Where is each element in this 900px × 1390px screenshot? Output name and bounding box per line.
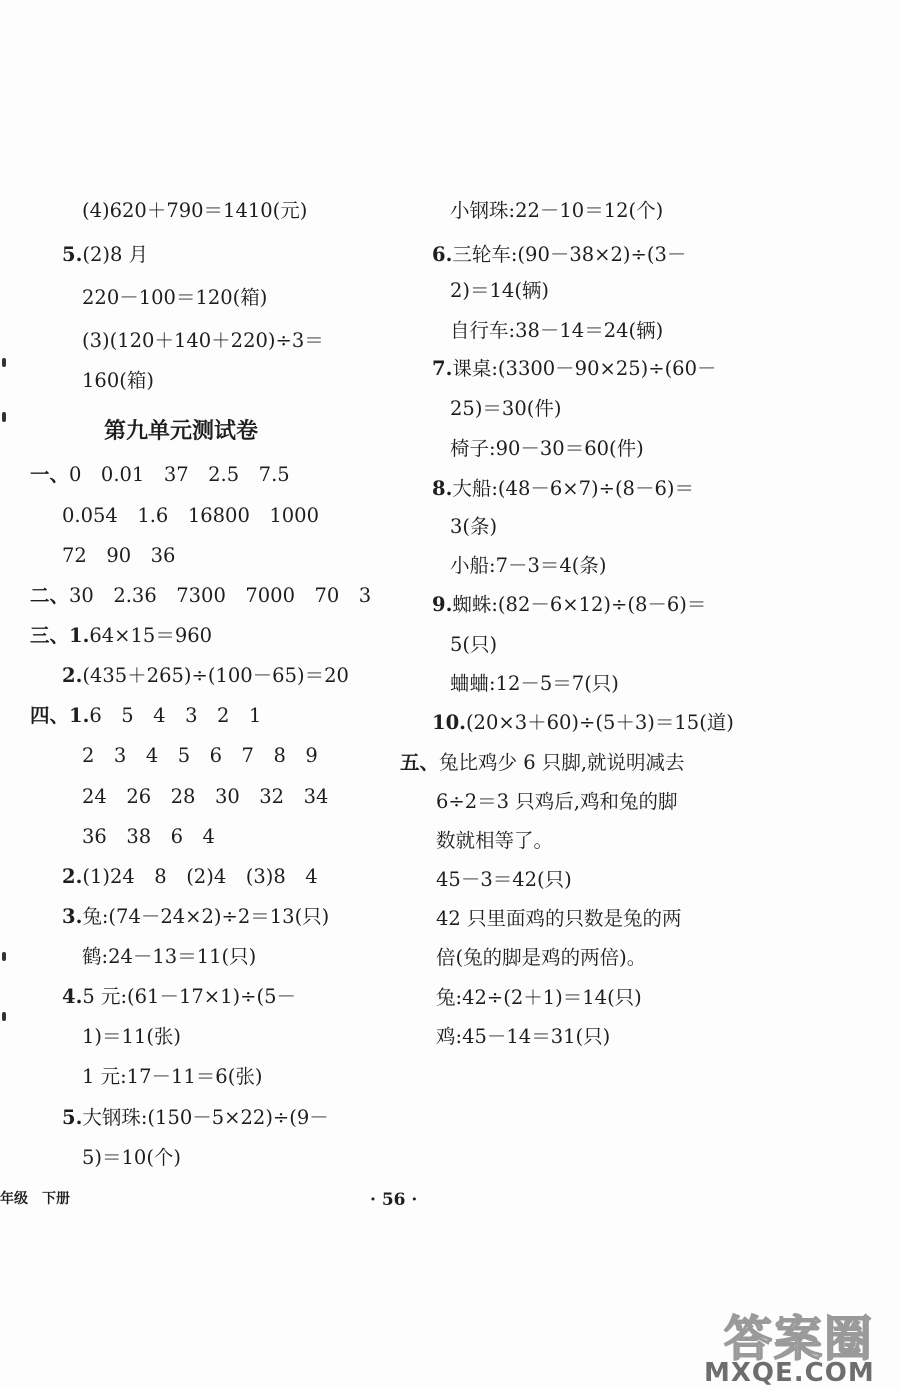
watermark-logo [682, 1300, 896, 1388]
left-line-2: 5.(2)8 月 [62, 243, 149, 266]
margin-speck [2, 412, 6, 422]
left-line-21: 1)＝11(张) [82, 1025, 182, 1048]
left-line-20: 4.5 元:(61－17×1)÷(5－ [62, 985, 296, 1008]
grade-label: 年级 下册 [0, 1191, 70, 1207]
left-line-8: 0.054 1.6 16800 1000 [62, 504, 319, 527]
left-line-12: 2.(435＋265)÷(100－65)＝20 [62, 664, 349, 687]
right-line-22: 鸡:45－14＝31(只) [436, 1025, 611, 1048]
right-line-13: 蛐蛐:12－5＝7(只) [450, 672, 619, 695]
right-line-3: 2)＝14(辆) [450, 279, 550, 302]
margin-speck [2, 1012, 6, 1021]
left-line-4: (3)(120＋140＋220)÷3＝ [82, 329, 324, 352]
right-line-4: 自行车:38－14＝24(辆) [450, 319, 664, 342]
right-line-5: 7.课桌:(3300－90×25)÷(60－ [432, 357, 717, 380]
right-line-15: 五、兔比鸡少 6 只脚,就说明减去 [400, 751, 685, 774]
left-line-18: 3.兔:(74－24×2)÷2＝13(只) [62, 905, 330, 928]
right-line-19: 42 只里面鸡的只数是兔的两 [436, 907, 682, 930]
right-line-1: 小钢珠:22－10＝12(个) [450, 199, 664, 222]
right-line-21: 兔:42÷(2＋1)＝14(只) [436, 986, 642, 1009]
page-number: · 56 · [370, 1190, 418, 1210]
section-heading: 第九单元测试卷 [104, 418, 259, 444]
watermark-url: MXQE.COM [704, 1358, 875, 1388]
right-line-14: 10.(20×3＋60)÷(5＋3)＝15(道) [432, 711, 734, 734]
margin-speck [2, 358, 6, 367]
right-line-17: 数就相等了。 [436, 829, 554, 852]
left-line-11: 三、1.64×15＝960 [30, 624, 213, 647]
right-line-10: 小船:7－3＝4(条) [450, 554, 607, 577]
right-line-20: 倍(兔的脚是鸡的两倍)。 [436, 946, 647, 969]
left-line-9: 72 90 36 [62, 544, 176, 567]
margin-speck [2, 952, 6, 961]
right-line-7: 椅子:90－30＝60(件) [450, 437, 644, 460]
left-line-7: 一、0 0.01 37 2.5 7.5 [30, 463, 290, 486]
left-line-3: 220－100＝120(箱) [82, 286, 268, 309]
left-line-16: 36 38 6 4 [82, 825, 215, 848]
right-line-18: 45－3＝42(只) [436, 868, 572, 891]
left-line-1: (4)620＋790＝1410(元) [82, 199, 308, 222]
right-line-16: 6÷2＝3 只鸡后,鸡和兔的脚 [436, 790, 678, 813]
right-line-12: 5(只) [450, 633, 498, 656]
left-line-22: 1 元:17－11＝6(张) [82, 1065, 263, 1088]
right-line-8: 8.大船:(48－6×7)÷(8－6)＝ [432, 477, 694, 500]
left-line-14: 2 3 4 5 6 7 8 9 [82, 744, 318, 767]
right-line-6: 25)＝30(件) [450, 397, 562, 420]
right-line-11: 9.蜘蛛:(82－6×12)÷(8－6)＝ [432, 593, 707, 616]
left-line-13: 四、1.6 5 4 3 2 1 [30, 704, 262, 727]
left-line-23: 5.大钢珠:(150－5×22)÷(9－ [62, 1106, 329, 1129]
left-line-15: 24 26 28 30 32 34 [82, 785, 329, 808]
right-line-9: 3(条) [450, 515, 498, 538]
left-line-24: 5)＝10(个) [82, 1146, 182, 1169]
left-line-19: 鹤:24－13＝11(只) [82, 945, 257, 968]
left-line-10: 二、30 2.36 7300 7000 70 3 [30, 584, 372, 607]
right-line-2: 6.三轮车:(90－38×2)÷(3－ [432, 243, 687, 266]
left-line-5: 160(箱) [82, 369, 154, 392]
watermark-title: 答案圈 [724, 1311, 875, 1367]
left-line-17: 2.(1)24 8 (2)4 (3)8 4 [62, 865, 318, 888]
